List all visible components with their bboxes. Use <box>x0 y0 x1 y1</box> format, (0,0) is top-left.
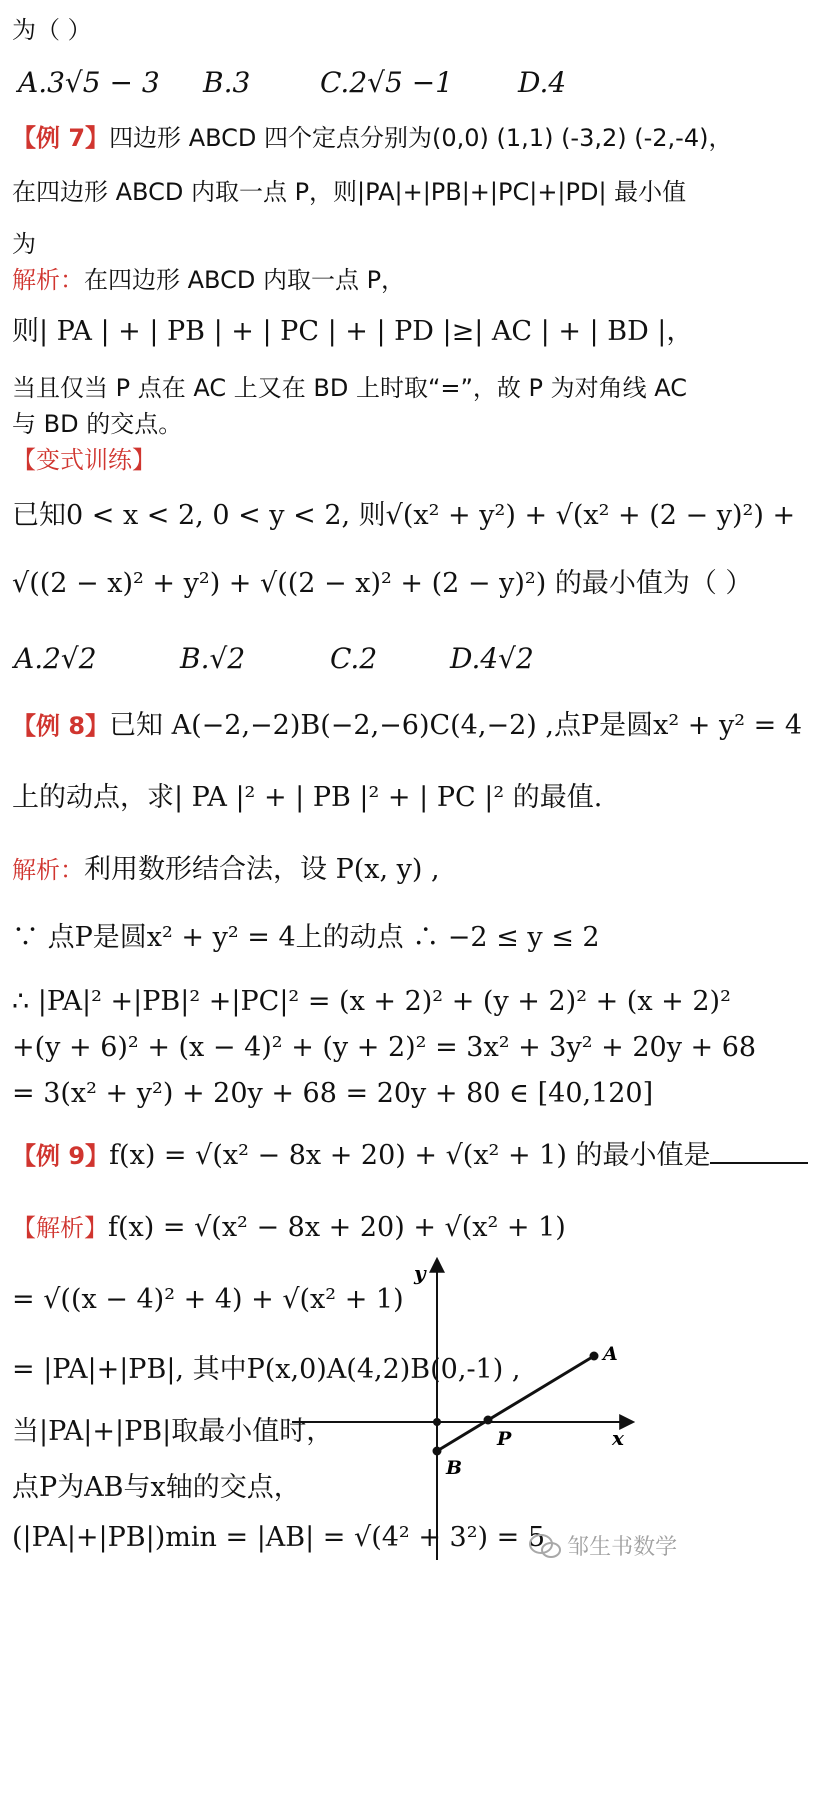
option-c: C.2√5 −1 <box>320 66 453 99</box>
point-a <box>590 1352 599 1361</box>
segment-ab <box>437 1356 594 1451</box>
example-9-solution-1: 【解析】f(x) = √(x² − 8x + 20) + √(x² + 1) <box>12 1212 566 1243</box>
solution-label: 解析： <box>12 266 84 294</box>
variant-line-2: √((2 − x)² + y²) + √((2 − x)² + (2 − y)²) 的最小值为（ ） <box>12 568 753 599</box>
example-8-tag: 【例 8】 <box>12 712 110 740</box>
question-tail: 为（ ） <box>12 16 92 44</box>
example-9-solution-4: 当|PA|+|PB|取最小值时， <box>12 1416 334 1447</box>
example-7-tag: 【例 7】 <box>12 124 110 152</box>
origin-point <box>433 1418 441 1426</box>
example-8-solution-5: = 3(x² + y²) + 20y + 68 = 20y + 80 ∈ [40,120] <box>12 1078 654 1109</box>
example-8-solution-3: ∴ |PA|² +|PB|² +|PC|² = (x + 2)² + (y + 2)² + (x + 2)² <box>12 986 731 1017</box>
example-9-solution-3: = |PA|+|PB|, 其中P(x,0)A(4,2)B(0,-1) , <box>12 1354 521 1385</box>
wechat-icon <box>528 1531 562 1561</box>
example-8-solution-1: 解析：利用数形结合法，设 P(x, y) , <box>12 854 440 885</box>
example-8-solution-2: ∵ 点P是圆x² + y² = 4上的动点 ∴ −2 ≤ y ≤ 2 <box>12 922 600 953</box>
point-b <box>433 1447 442 1456</box>
variant-option-c: C.2 <box>330 642 378 675</box>
point-p <box>484 1416 493 1425</box>
label-a: A <box>603 1343 618 1365</box>
x-axis-label: x <box>612 1426 624 1450</box>
example-7-solution-3: 当且仅当 P 点在 AC 上又在 BD 上时取“=”，故 P 为对角线 AC <box>12 374 688 402</box>
example-7-solution-4: 与 BD 的交点。 <box>12 410 183 438</box>
variant-option-a: A.2√2 <box>14 642 97 675</box>
example-9-solution-6: (|PA|+|PB|)min = |AB| = √(4² + 3²) = 5 <box>12 1522 546 1553</box>
option-d: D.4 <box>518 66 567 99</box>
example-7-line-2: 在四边形 ABCD 内取一点 P，则|PA|+|PB|+|PC|+|PD| 最小值 <box>12 178 687 206</box>
option-b: B.3 <box>203 66 251 99</box>
variant-line-1: 已知0 < x < 2, 0 < y < 2, 则√(x² + y²) + √(x² + (2 − y)²) + <box>12 500 796 531</box>
solution-label: 解析： <box>12 856 84 884</box>
example-9-solution-2: = √((x − 4)² + 4) + √(x² + 1) <box>12 1284 404 1315</box>
example-8-line-1: 【例 8】已知 A(−2,−2)B(−2,−6)C(4,−2) ,点P是圆x² + y² = 4 <box>12 710 802 741</box>
example-8-solution-4: +(y + 6)² + (x − 4)² + (y + 2)² = 3x² + 3y² + 20y + 68 <box>12 1032 757 1063</box>
example-7-solution-2: 则| PA | + | PB | + | PC | + | PD |≥| AC | + | BD |， <box>12 316 694 347</box>
y-axis-label: y <box>414 1261 426 1285</box>
example-7-line-1: 【例 7】四边形 ABCD 四个定点分别为(0,0) (1,1) (-3,2) (-2,-4)， <box>12 124 733 152</box>
example-7-solution-1: 解析：在四边形 ABCD 内取一点 P， <box>12 266 406 294</box>
option-a: A.3√5 − 3 <box>18 66 160 99</box>
solution-tag: 【解析】 <box>12 1214 108 1242</box>
example-7-line-3: 为 <box>12 230 36 258</box>
watermark <box>528 1530 677 1561</box>
example-9-solution-5: 点P为AB与x轴的交点， <box>12 1472 301 1503</box>
example-9-line-1: 【例 9】f(x) = √(x² − 8x + 20) + √(x² + 1) 的最小值是 <box>12 1138 808 1174</box>
example-9-tag: 【例 9】 <box>12 1142 110 1170</box>
variant-option-d: D.4√2 <box>450 642 534 675</box>
example-8-line-2: 上的动点，求| PA |² + | PB |² + | PC |² 的最值. <box>12 782 603 813</box>
label-p: P <box>497 1428 512 1450</box>
label-b: B <box>446 1457 463 1479</box>
watermark-text: 邹生书数学 <box>567 1535 678 1560</box>
variant-option-b: B.√2 <box>180 642 246 675</box>
variant-tag: 【变式训练】 <box>12 446 156 474</box>
